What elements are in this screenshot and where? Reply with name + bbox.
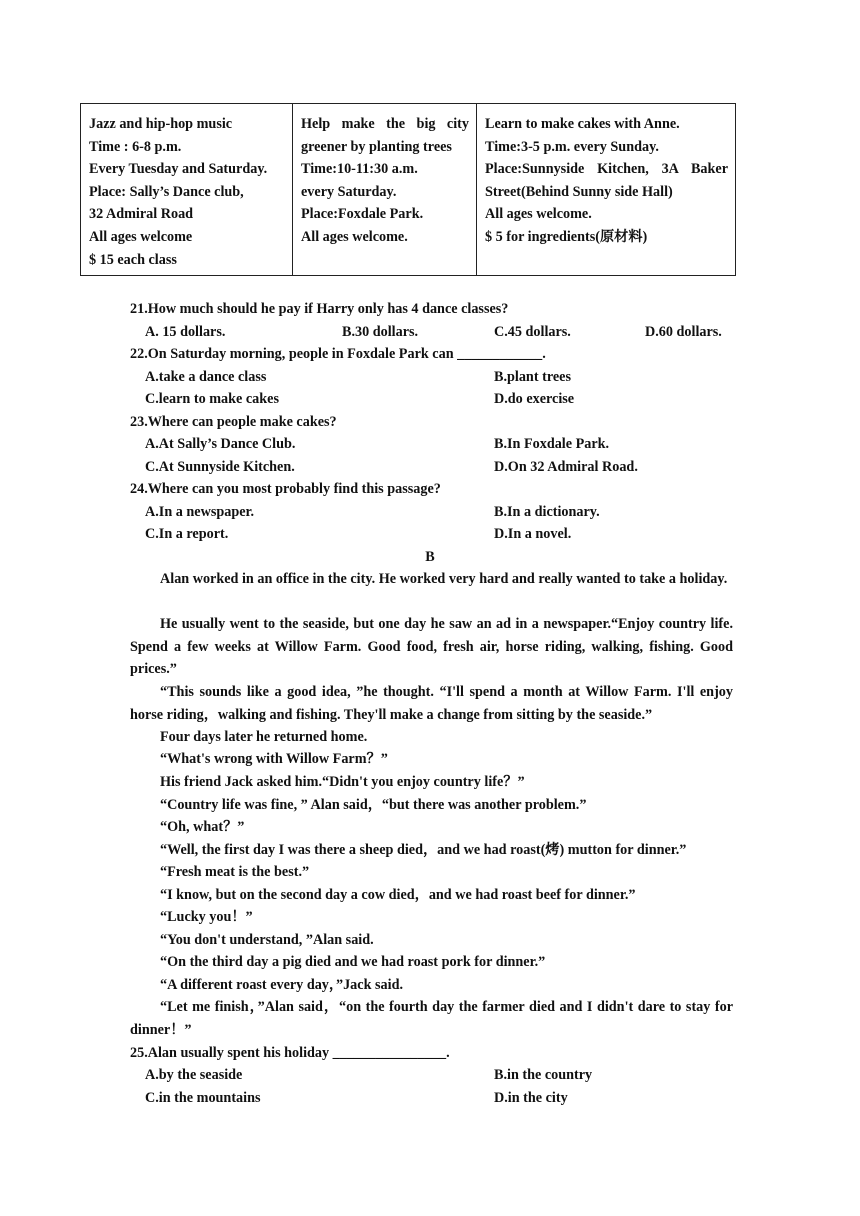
- question-24-option-a: A.In a newspaper.: [145, 504, 255, 520]
- ad-line: Street(Behind Sunny side Hall): [485, 183, 673, 200]
- passage-paragraph: “This sounds like a good idea, ”he thought. “I'll spend a month at Willow Farm. I'll enjoy horse riding，walking and fishing. They'll make a change from sitting by the seaside.”: [130, 684, 733, 723]
- question-25-stem: 25.Alan usually spent his holiday ________________.: [130, 1045, 450, 1061]
- ad-tree-planting: [293, 104, 477, 276]
- question-23-option-d: D.On 32 Admiral Road.: [494, 459, 638, 475]
- question-24-option-d: D.In a novel.: [494, 526, 572, 542]
- ad-line: Time : 6-8 p.m.: [89, 138, 182, 155]
- ad-dance-class: [81, 104, 293, 276]
- question-24-option-b: B.In a dictionary.: [494, 504, 600, 520]
- ad-cake-making: [477, 104, 736, 276]
- ad-line: 32 Admiral Road: [89, 206, 194, 223]
- ad-line: Help make the big city: [301, 116, 469, 132]
- ad-line: Time:3-5 p.m. every Sunday.: [485, 138, 659, 155]
- ad-line: Learn to make cakes with Anne.: [485, 116, 680, 132]
- section-heading: B: [425, 549, 435, 565]
- passage-paragraph: “Let me finish，”Alan said，“on the fourth day the farmer died and I didn't dare to stay for dinner！”: [130, 999, 733, 1038]
- question-21-option-a: A. 15 dollars.: [145, 324, 226, 340]
- ad-line: $ 5 for ingredients(原材料): [485, 228, 648, 245]
- question-21-option-d: D.60 dollars.: [645, 324, 722, 340]
- advertisement-table: [80, 103, 736, 276]
- question-21-option-c: C.45 dollars.: [494, 324, 571, 340]
- passage-paragraph: “Country life was fine, ” Alan said，“but there was another problem.”: [160, 797, 587, 813]
- question-22-option-b: B.plant trees: [494, 369, 571, 385]
- question-23-option-c: C.At Sunnyside Kitchen.: [145, 459, 295, 475]
- passage-paragraph: He usually went to the seaside, but one day he saw an ad in a newspaper.“Enjoy country life. Spend a few weeks at Willow Farm. Good food, fresh air, horse riding, walking, fishing. Good prices.”: [130, 616, 733, 678]
- passage-paragraph: “What's wrong with Willow Farm？”: [160, 751, 388, 767]
- question-25-option-d: D.in the city: [494, 1090, 568, 1106]
- ad-line: every Saturday.: [301, 183, 397, 200]
- question-24-option-c: C.In a report.: [145, 526, 229, 542]
- question-22-stem: 22.On Saturday morning, people in Foxdale Park can ____________.: [130, 346, 546, 362]
- ad-line: All ages welcome.: [485, 206, 592, 223]
- ad-line: Every Tuesday and Saturday.: [89, 161, 268, 178]
- question-24-stem: 24.Where can you most probably find this passage?: [130, 481, 441, 497]
- question-22-option-a: A.take a dance class: [145, 369, 267, 385]
- question-25-option-c: C.in the mountains: [145, 1090, 261, 1106]
- ad-line: greener by planting trees: [301, 138, 452, 155]
- question-21-stem: 21.How much should he pay if Harry only has 4 dance classes?: [130, 301, 509, 317]
- passage-paragraph: “A different roast every day，”Jack said.: [160, 977, 404, 993]
- ad-line: Place:Sunnyside Kitchen, 3A Baker: [485, 161, 728, 178]
- passage-paragraph: “I know, but on the second day a cow died，and we had roast beef for dinner.”: [160, 887, 636, 903]
- question-22-option-d: D.do exercise: [494, 391, 575, 407]
- passage-paragraph: “On the third day a pig died and we had roast pork for dinner.”: [160, 954, 546, 970]
- ad-line: All ages welcome: [89, 228, 193, 245]
- question-22-option-c: C.learn to make cakes: [145, 391, 279, 407]
- passage-paragraph: “You don't understand, ”Alan said.: [160, 932, 374, 948]
- question-21-option-b: B.30 dollars.: [342, 324, 419, 340]
- passage-paragraph: “Lucky you！”: [160, 909, 253, 925]
- ad-line: Place: Sally’s Dance club,: [89, 183, 244, 200]
- passage-paragraph: His friend Jack asked him.“Didn't you enjoy country life？”: [160, 774, 525, 790]
- passage-paragraph: Alan worked in an office in the city. He worked very hard and really wanted to take a holiday.: [160, 571, 728, 587]
- ad-line: Time:10-11:30 a.m.: [301, 161, 418, 178]
- question-23-stem: 23.Where can people make cakes?: [130, 414, 337, 430]
- ad-line: Place:Foxdale Park.: [301, 206, 424, 223]
- question-25-option-b: B.in the country: [494, 1067, 593, 1083]
- question-23-option-a: A.At Sally’s Dance Club.: [145, 436, 296, 452]
- passage-paragraph: “Well, the first day I was there a sheep died，and we had roast(烤) mutton for dinner.”: [160, 842, 687, 858]
- passage-paragraph: “Fresh meat is the best.”: [160, 864, 310, 880]
- question-23-option-b: B.In Foxdale Park.: [494, 436, 610, 452]
- ad-line: $ 15 each class: [89, 251, 177, 268]
- ad-line: All ages welcome.: [301, 228, 408, 245]
- passage-paragraph: Four days later he returned home.: [160, 729, 368, 745]
- passage-paragraph: “Oh, what？”: [160, 819, 245, 835]
- question-25-option-a: A.by the seaside: [145, 1067, 243, 1083]
- ad-line: Jazz and hip-hop music: [89, 116, 233, 132]
